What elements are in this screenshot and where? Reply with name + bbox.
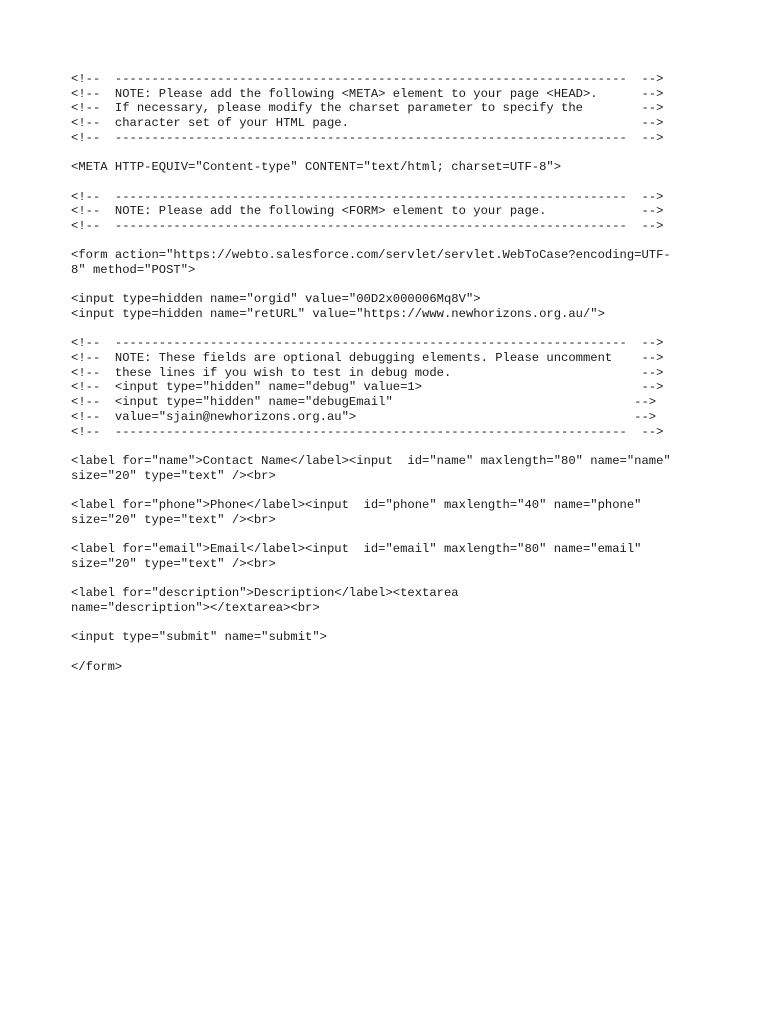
form-note-comment-block bbox=[71, 190, 761, 234]
code-line: <!-- value="sjain@newhorizons.org.au"> --> bbox=[71, 409, 657, 424]
code-line: <!-- <input type="hidden" name="debug" value=1> --> bbox=[71, 380, 664, 395]
code-line: <!-- ---------------------------------------------------------------------- --> bbox=[71, 218, 664, 233]
code-line: <!-- these lines if you wish to test in debug mode. --> bbox=[71, 365, 664, 380]
hidden-inputs-block bbox=[71, 292, 761, 321]
email-field-block bbox=[71, 542, 761, 571]
code-line: <input type=hidden name="retURL" value="https://www.newhorizons.org.au/"> bbox=[71, 307, 605, 321]
code-line: <META HTTP-EQUIV="Content-type" CONTENT="text/html; charset=UTF-8"> bbox=[71, 160, 562, 175]
code-line: size="20" type="text" /><br> bbox=[71, 556, 276, 571]
code-line: <!-- <input type="hidden" name="debugEmail" --> bbox=[71, 395, 657, 410]
meta-tag-block bbox=[71, 160, 761, 175]
blank-line bbox=[71, 234, 761, 249]
code-line: <!-- NOTE: These fields are optional debugging elements. Please uncomment --> bbox=[71, 351, 664, 366]
blank-line bbox=[71, 322, 761, 337]
blank-line bbox=[71, 571, 761, 586]
meta-note-comment-block bbox=[71, 72, 761, 145]
code-line: size="20" type="text" /><br> bbox=[71, 512, 276, 527]
code-line: <!-- ---------------------------------------------------------------------- --> bbox=[71, 424, 664, 439]
blank-line bbox=[71, 439, 761, 454]
form-close-tag-block bbox=[71, 660, 761, 675]
blank-line bbox=[71, 278, 761, 293]
code-line: <input type="submit" name="submit"> bbox=[71, 630, 327, 645]
phone-field-block bbox=[71, 498, 761, 527]
code-line: <!-- NOTE: Please add the following <META> element to your page <HEAD>. --> bbox=[71, 86, 664, 101]
code-line: <label for="description">Description</label><textarea bbox=[71, 586, 459, 601]
blank-line bbox=[71, 645, 761, 660]
code-line: <form action="https://webto.salesforce.com/servlet/servlet.WebToCase?encoding=UTF- bbox=[71, 248, 671, 263]
contact-name-field-block bbox=[71, 454, 761, 483]
blank-line bbox=[71, 527, 761, 542]
debug-comment-block bbox=[71, 336, 761, 439]
submit-input-block bbox=[71, 630, 761, 645]
code-line: <label for="email">Email</label><input id="email" maxlength="80" name="email" bbox=[71, 542, 642, 556]
code-line: </form> bbox=[71, 659, 123, 674]
description-field-block bbox=[71, 586, 761, 615]
code-line: <!-- ---------------------------------------------------------------------- --> bbox=[71, 336, 664, 351]
code-listing bbox=[71, 72, 761, 674]
code-line: 8" method="POST"> bbox=[71, 262, 196, 277]
code-line: <label for="name">Contact Name</label><input id="name" maxlength="80" name="name" bbox=[71, 453, 671, 468]
form-open-tag-block bbox=[71, 248, 761, 277]
code-line: <!-- ---------------------------------------------------------------------- --> bbox=[71, 130, 664, 145]
blank-line bbox=[71, 483, 761, 498]
code-line: <input type=hidden name="orgid" value="00D2x000006Mq8V"> bbox=[71, 292, 481, 307]
blank-line bbox=[71, 145, 761, 160]
code-line: <!-- character set of your HTML page. --> bbox=[71, 116, 664, 131]
code-line: <!-- NOTE: Please add the following <FORM> element to your page. --> bbox=[71, 204, 664, 219]
code-line: size="20" type="text" /><br> bbox=[71, 468, 276, 483]
code-line: <!-- ---------------------------------------------------------------------- --> bbox=[71, 72, 664, 86]
blank-line bbox=[71, 175, 761, 190]
code-line: <!-- ---------------------------------------------------------------------- --> bbox=[71, 189, 664, 204]
code-line: name="description"></textarea><br> bbox=[71, 600, 320, 615]
code-line: <label for="phone">Phone</label><input id="phone" maxlength="40" name="phone" bbox=[71, 497, 642, 512]
blank-line bbox=[71, 615, 761, 630]
code-line: <!-- If necessary, please modify the charset parameter to specify the --> bbox=[71, 101, 664, 116]
